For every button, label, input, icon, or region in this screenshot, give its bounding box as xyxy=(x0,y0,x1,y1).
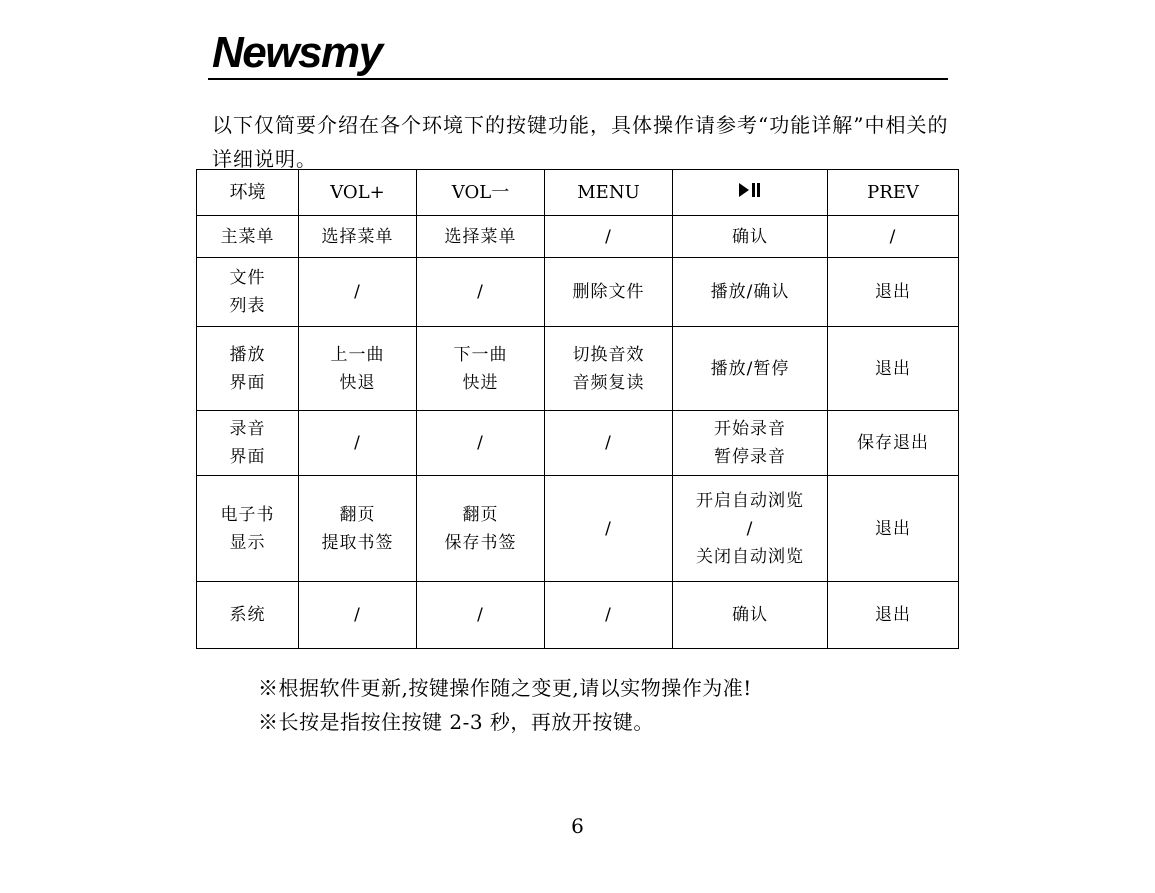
function-cell xyxy=(673,411,828,476)
cell-line: 上一曲 xyxy=(330,344,385,365)
cell-line: 确认 xyxy=(732,226,768,247)
environment-cell xyxy=(197,476,299,582)
cell-line: / xyxy=(477,282,484,302)
note-software-update: ※根据软件更新,按键操作随之变更,请以实物操作为准! xyxy=(258,676,752,700)
header-cell xyxy=(673,170,828,216)
cell-line: 开始录音 xyxy=(714,419,786,439)
cell-line: / xyxy=(889,226,897,247)
note-long-press: ※长按是指按住按键 2-3 秒，再放开按键。 xyxy=(258,710,654,734)
cell-line: / xyxy=(477,605,484,625)
environment-cell xyxy=(197,411,299,476)
cell-line: 下一曲 xyxy=(453,344,508,365)
cell-line: 选择菜单 xyxy=(444,226,517,247)
cell-line: 文件 xyxy=(229,268,266,288)
table-row xyxy=(197,476,959,582)
cell-line: / xyxy=(354,605,361,625)
cell-line: 提取书签 xyxy=(321,532,394,553)
cell-line: 播放/暂停 xyxy=(710,358,790,379)
cell-line: 关闭自动浏览 xyxy=(696,546,804,567)
function-cell xyxy=(828,411,959,476)
header-cell: VOL+ xyxy=(299,170,417,216)
cell-line: 确认 xyxy=(732,605,768,625)
function-cell xyxy=(828,216,959,258)
function-cell xyxy=(828,258,959,327)
header-divider xyxy=(208,78,948,80)
table-row xyxy=(197,258,959,327)
function-cell xyxy=(545,411,673,476)
function-cell xyxy=(545,258,673,327)
function-cell xyxy=(545,476,673,582)
cell-line: 系统 xyxy=(229,605,266,625)
header-cell: PREV xyxy=(828,170,959,216)
cell-line: 退出 xyxy=(875,518,911,539)
header-cell: VOL一 xyxy=(417,170,545,216)
cell-line: 退出 xyxy=(875,358,911,379)
function-cell xyxy=(673,476,828,582)
page-number: 6 xyxy=(571,814,584,838)
intro-paragraph: 以下仅简要介绍在各个环境下的按键功能，具体操作请参考“功能详解”中相关的详细说明。 xyxy=(212,113,949,171)
cell-line: / xyxy=(605,518,612,539)
function-cell xyxy=(673,582,828,649)
function-cell xyxy=(417,476,545,582)
header-cell: 环境 xyxy=(197,170,299,216)
cell-line: 开启自动浏览 xyxy=(696,490,804,511)
function-cell xyxy=(299,258,417,327)
table-row xyxy=(197,327,959,411)
cell-line: 翻页 xyxy=(339,504,376,525)
table-row xyxy=(197,411,959,476)
cell-line: 保存书签 xyxy=(444,532,517,553)
function-cell xyxy=(673,258,828,327)
environment-cell xyxy=(197,258,299,327)
function-cell xyxy=(299,411,417,476)
cell-line: 显示 xyxy=(229,532,266,553)
key-function-table-container xyxy=(196,169,959,649)
cell-line: 快进 xyxy=(462,372,499,393)
cell-line: 主菜单 xyxy=(220,226,275,247)
function-cell xyxy=(417,216,545,258)
cell-line: 退出 xyxy=(875,282,911,302)
cell-line: 界面 xyxy=(229,447,266,467)
cell-line: 退出 xyxy=(875,605,911,625)
environment-cell xyxy=(197,327,299,411)
cell-line: 播放 xyxy=(229,344,266,365)
cell-line: 音频复读 xyxy=(572,372,645,393)
cell-line: 电子书 xyxy=(220,504,275,525)
function-cell xyxy=(417,582,545,649)
cell-line: 暂停录音 xyxy=(714,447,786,467)
cell-line: 删除文件 xyxy=(572,282,645,302)
function-cell xyxy=(545,216,673,258)
environment-cell xyxy=(197,216,299,258)
cell-line: / xyxy=(354,433,361,453)
cell-line: 界面 xyxy=(229,372,266,393)
cell-line: 保存退出 xyxy=(857,433,929,453)
cell-line: 快退 xyxy=(339,372,376,393)
cell-line: 选择菜单 xyxy=(321,226,394,247)
header-cell: MENU xyxy=(545,170,673,216)
cell-line: / xyxy=(605,226,612,247)
environment-cell xyxy=(197,582,299,649)
cell-line: 录音 xyxy=(229,419,266,439)
cell-line: / xyxy=(605,433,612,453)
newsmy-logo: Newsmy xyxy=(212,28,382,77)
cell-line: 切换音效 xyxy=(572,344,645,365)
function-cell xyxy=(828,327,959,411)
table-header-row xyxy=(197,170,959,216)
function-cell xyxy=(417,258,545,327)
cell-line: 播放/确认 xyxy=(710,282,790,302)
function-cell xyxy=(417,411,545,476)
cell-line: 列表 xyxy=(229,296,266,316)
function-cell xyxy=(299,216,417,258)
function-cell xyxy=(828,582,959,649)
notes xyxy=(258,671,752,739)
cell-line: / xyxy=(477,433,484,453)
function-cell xyxy=(417,327,545,411)
function-cell xyxy=(299,327,417,411)
cell-line: / xyxy=(746,518,754,539)
play-pause-icon xyxy=(738,179,762,207)
function-cell xyxy=(673,327,828,411)
function-cell xyxy=(545,327,673,411)
table-body xyxy=(197,216,959,649)
cell-line: / xyxy=(354,282,361,302)
cell-line: 翻页 xyxy=(462,504,499,525)
table-row xyxy=(197,216,959,258)
function-cell xyxy=(299,476,417,582)
function-cell xyxy=(828,476,959,582)
function-cell xyxy=(673,216,828,258)
table-row xyxy=(197,582,959,649)
key-function-table xyxy=(196,169,959,649)
cell-line: / xyxy=(605,605,612,625)
function-cell xyxy=(299,582,417,649)
function-cell xyxy=(545,582,673,649)
